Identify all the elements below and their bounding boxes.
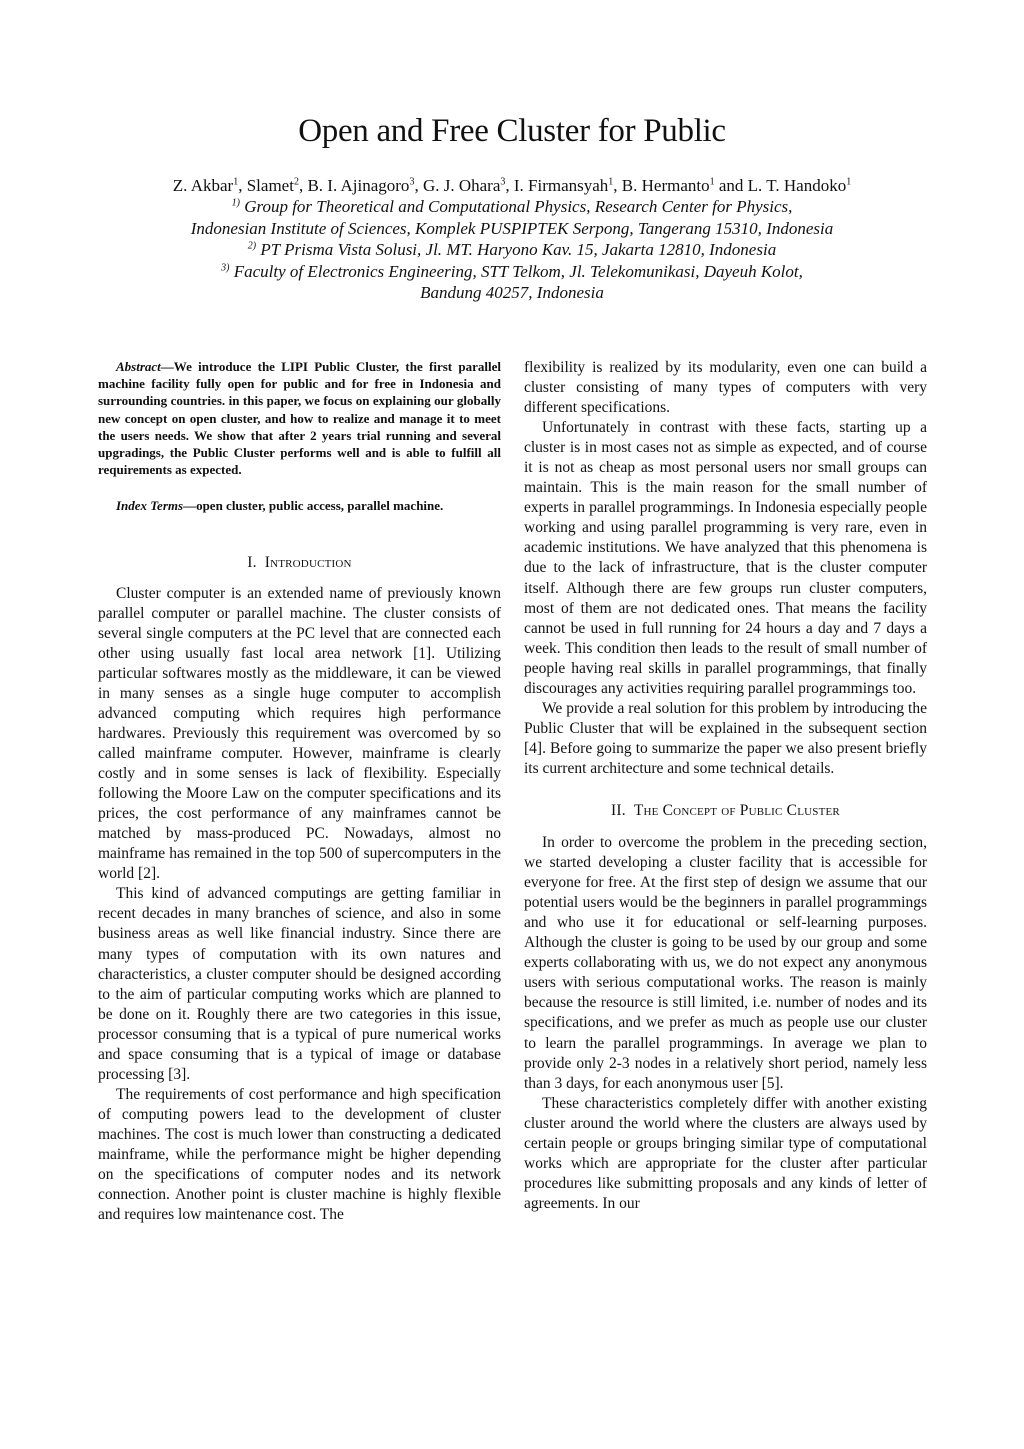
affiliation-3-cont: Bandung 40257, Indonesia [420,283,604,302]
paragraph: The requirements of cost performance and high specification of computing powers lead to the development of cluster machines. The cost is much lower than constructing a dedicated mainframe, while the performance might be higher depending on the specifications of computer nodes and its network connection. Another point is cluster machine is highly flexible and requires low maintenance cost. The [98,1085,501,1224]
paragraph: In order to overcome the problem in the preceding section, we started developing a cluster facility that is accessible for everyone for free. At the first step of design we assume that our potential users would be the beginners in parallel programmings and who use it for educational or self-learning purposes. Although the cluster is going to be used by our group and some experts collaborating with us, we do not expect any anonymous users with serious computational works. The reason is mainly because the resource is still limited, i.e. number of nodes and its specifications, and we prefer as much as people use our cluster to learn the parallel programmings. In average we plan to provide only 2-3 nodes in a relatively short period, namely less than 3 days, for each anonymous user [5]. [524,834,927,1092]
section-heading-introduction: I. Introduction [247,553,352,571]
author-list [0,176,1024,196]
affiliations [0,196,1024,304]
author: Slamet$^2$, [246,176,308,195]
author: G. J. Ohara$^3$, [422,176,514,195]
abstract: Abstract—We introduce the LIPI Public Cluster, the first parallel machine facility fully open for public and for free in Indonesia and surrounding countries. in this paper, we focus on explaining our globally new concept on open cluster, and how to realize and manage it to meet the users needs. We show that after 2 years trial running and several upgradings, the Public Cluster performs well and is able to fulfill all requirements as expected. [98,359,501,478]
affiliation-2: $^{2)}$ PT Prisma Vista Solusi, Jl. MT. Haryono Kav. 15, Jakarta 12810, Indonesia [247,240,777,259]
paper-title: Open and Free Cluster for Public [298,113,726,149]
left-column [98,358,501,1225]
author: B. Hermanto$^1$ and [621,176,748,195]
paragraph: We provide a real solution for this problem by introducing the Public Cluster that will be explained in the subsequent section [4]. Before going to summarize the paper we also present briefly its current architecture and some technical details. [524,699,927,777]
author: L. T. Handoko$^1$ [747,176,852,195]
section-heading-concept: II. The Concept of Public Cluster [611,801,840,819]
paragraph: Cluster computer is an extended name of previously known parallel computer or parallel machine. The cluster consists of several single computers at the PC level that are connected each other using usually fast local area network [1]. Utilizing particular softwares mostly as the middleware, it can be viewed in many senses as a single huge computer to accomplish advanced computing which requires high performance hardwares. Previously this requirement was overcomed by so called mainframe computer. However, mainframe is clearly costly and in some senses is lack of flexibility. Especially following the Moore Law on the computer specifications and its prices, the cost performance of any mainframes cannot be matched by mass-produced PC. Nowadays, almost no mainframe has remained in the top 500 of supercomputers in the world [2]. [98,584,501,883]
author: Z. Akbar$^1$, [172,176,247,195]
affiliation-3: $^{3)}$ Faculty of Electronics Engineering, STT Telkom, Jl. Telekomunikasi, Dayeuh Kolot, [221,261,803,281]
paragraph: Unfortunately in contrast with these facts, starting up a cluster is in most cases not as simple as expected, and of course it is not as cheap as most personal users nor small groups can maintain. This is the main reason for the small number of experts in parallel programmings. In Indonesia especially people working and using parallel programming is very rare, even in academic institutions. We have analyzed that this phenomena is due to the lack of infrastructure, that is the cluster computer itself. Although there are few groups run cluster computers, most of them are not dedicated ones. That means the facility cannot be used in full running for 24 hours a day and 7 days a week. This condition then leads to the result of small number of people having real skills in parallel programmings, that finally discourages any activities requiring parallel programmings too. [524,419,927,697]
author: B. I. Ajinagoro$^3$, [307,176,423,195]
affiliation-1: $^{1)}$ Group for Theoretical and Computational Physics, Research Center for Physics, [231,197,793,216]
paragraph: These characteristics completely differ with another existing cluster around the world where the clusters are always used by certain people or groups bringing similar type of computational works which are appropriate for the cluster after particular procedures like submitting proposals and any kinds of letter of agreements. In our [524,1094,927,1212]
paragraph: flexibility is realized by its modularity, even one can build a cluster consisting of many types of computers with very different specifications. [524,359,927,417]
author: I. Firmansyah$^1$, [513,176,622,195]
affiliation-1-cont: Indonesian Institute of Sciences, Komplek PUSPIPTEK Serpong, Tangerang 15310, Indonesia [190,218,834,238]
right-column [524,358,927,1214]
paragraph: This kind of advanced computings are getting familiar in recent decades in many branches of science, and also in some business areas as well like financial industry. Since there are many types of computation with its own natures and characteristics, a cluster computer should be designed according to the aim of particular computing works which are planned to be done on it. Roughly there are two categories in this issue, processor consuming that is a typical of pure numerical works and space consuming that is a typical of image or database processing [3]. [98,885,501,1083]
index-terms: Index Terms—open cluster, public access, parallel machine. [116,498,444,514]
